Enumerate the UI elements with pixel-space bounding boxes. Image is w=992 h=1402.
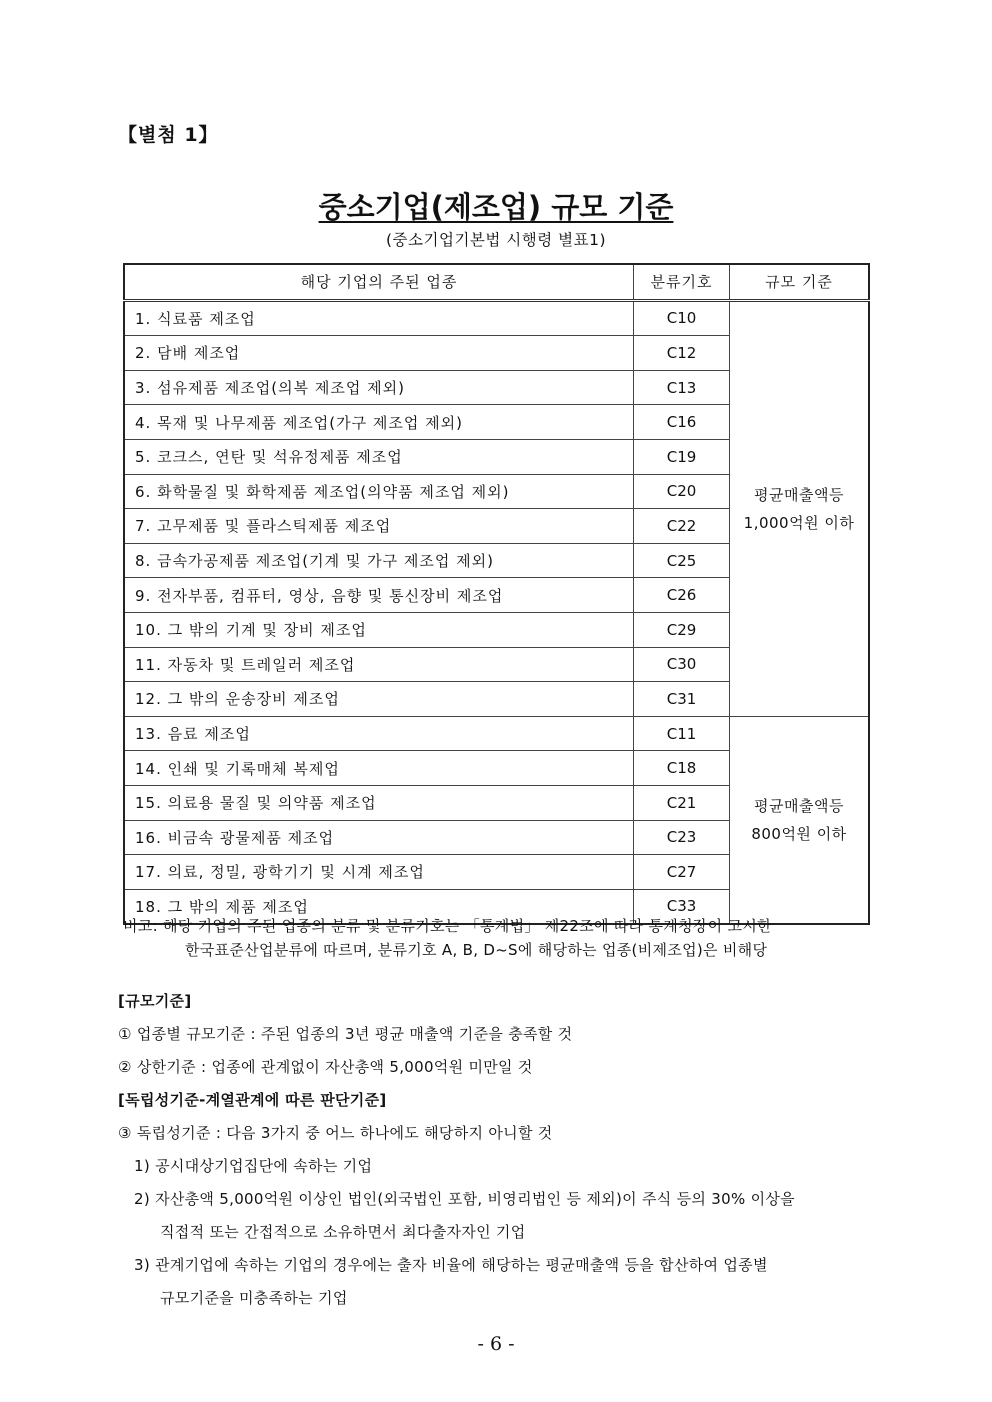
industry-name: 18. 그 밖의 제품 제조업 <box>124 889 634 924</box>
criteria-line: 평균매출액등 <box>754 797 844 815</box>
industry-name: 15. 의료용 물질 및 의약품 제조업 <box>124 785 634 820</box>
independence-sub-1: 1) 공시대상기업집단에 속하는 기업 <box>134 1157 373 1175</box>
industry-code: C25 <box>634 543 730 578</box>
criteria-body <box>118 985 878 1315</box>
industry-name: 5. 코크스, 연탄 및 석유정제품 제조업 <box>124 439 634 474</box>
industry-name: 9. 전자부품, 컴퓨터, 영상, 음향 및 통신장비 제조업 <box>124 578 634 613</box>
industry-code: C31 <box>634 682 730 717</box>
size-criteria-item-1: ① 업종별 규모기준 : 주된 업종의 3년 평균 매출액 기준을 충족할 것 <box>118 1025 573 1043</box>
industry-code: C18 <box>634 751 730 786</box>
industry-name: 4. 목재 및 나무제품 제조업(가구 제조업 제외) <box>124 405 634 440</box>
industry-name: 6. 화학물질 및 화학제품 제조업(의약품 제조업 제외) <box>124 474 634 509</box>
document-subtitle: (중소기업기본법 시행령 별표1) <box>386 231 606 249</box>
table-row <box>124 300 869 336</box>
industry-name: 3. 섬유제품 제조업(의복 제조업 제외) <box>124 370 634 405</box>
industry-name: 10. 그 밖의 기계 및 장비 제조업 <box>124 612 634 647</box>
industry-code: C33 <box>634 889 730 924</box>
industry-code: C19 <box>634 439 730 474</box>
header-industry: 해당 기업의 주된 업종 <box>124 264 634 300</box>
criteria-line: 1,000억원 이하 <box>743 513 855 532</box>
industry-code: C23 <box>634 820 730 855</box>
independence-sub-3-line-1: 3) 관계기업에 속하는 기업의 경우에는 출자 비율에 해당하는 평균매출액 등을 합산하여 업종별 <box>134 1256 768 1274</box>
industry-code: C20 <box>634 474 730 509</box>
industry-name: 16. 비금속 광물제품 제조업 <box>124 820 634 855</box>
table-header-row <box>124 264 869 300</box>
independence-sub-2-line-1: 2) 자산총액 5,000억원 이상인 법인(외국법인 포함, 비영리법인 등 제외)이 주식 등의 30% 이상을 <box>134 1190 795 1208</box>
independence-item-3: ③ 독립성기준 : 다음 3가지 중 어느 하나에도 해당하지 아니할 것 <box>118 1124 553 1142</box>
industry-code: C29 <box>634 612 730 647</box>
document-title-text: 중소기업(제조업) 규모 기준 <box>318 190 674 224</box>
document-title <box>0 185 992 226</box>
table-row <box>124 716 869 751</box>
attachment-label: 【별첨 1】 <box>118 124 219 146</box>
industry-code: C26 <box>634 578 730 613</box>
criteria-group-2 <box>730 716 870 924</box>
independence-sub-3-line-2: 규모기준을 미충족하는 기업 <box>160 1289 348 1307</box>
independence-sub-2-line-2: 직접적 또는 간접적으로 소유하면서 최다출자자인 기업 <box>160 1223 526 1241</box>
industry-name: 14. 인쇄 및 기록매체 복제업 <box>124 751 634 786</box>
industry-name: 8. 금속가공제품 제조업(기계 및 가구 제조업 제외) <box>124 543 634 578</box>
industry-code: C16 <box>634 405 730 440</box>
manufacturing-size-table <box>123 263 870 925</box>
industry-code: C30 <box>634 647 730 682</box>
table-note <box>123 914 873 962</box>
industry-code: C21 <box>634 785 730 820</box>
industry-code: C10 <box>634 300 730 336</box>
industry-name: 17. 의료, 정밀, 광학기기 및 시계 제조업 <box>124 855 634 890</box>
header-criteria: 규모 기준 <box>730 264 870 300</box>
industry-name: 2. 담배 제조업 <box>124 336 634 371</box>
industry-code: C13 <box>634 370 730 405</box>
size-criteria-item-2: ② 상한기준 : 업종에 관계없이 자산총액 5,000억원 미만일 것 <box>118 1058 533 1076</box>
industry-code: C11 <box>634 716 730 751</box>
page-number: - 6 - <box>477 1333 515 1355</box>
note-line-1: 비고: 해당 기업의 주된 업종의 분류 및 분류기호는 「통계법」 제22조에 따라 통계청장이 고시한 <box>123 917 772 935</box>
criteria-group-1 <box>730 300 870 716</box>
note-line-2: 한국표준산업분류에 따르며, 분류기호 A, B, D~S에 해당하는 업종(비제조업)은 비해당 <box>185 941 768 959</box>
industry-name: 7. 고무제품 및 플라스틱제품 제조업 <box>124 509 634 544</box>
industry-name: 11. 자동차 및 트레일러 제조업 <box>124 647 634 682</box>
industry-name: 13. 음료 제조업 <box>124 716 634 751</box>
industry-code: C12 <box>634 336 730 371</box>
criteria-line: 800억원 이하 <box>751 825 847 843</box>
industry-code: C27 <box>634 855 730 890</box>
industry-name: 1. 식료품 제조업 <box>124 300 634 336</box>
industry-code: C22 <box>634 509 730 544</box>
table-body <box>124 300 869 924</box>
size-criteria-heading: [규모기준] <box>118 992 192 1010</box>
industry-name: 12. 그 밖의 운송장비 제조업 <box>124 682 634 717</box>
independence-heading: [독립성기준-계열관계에 따른 판단기준] <box>118 1091 387 1109</box>
header-code: 분류기호 <box>634 264 730 300</box>
criteria-line: 평균매출액등 <box>754 485 844 504</box>
